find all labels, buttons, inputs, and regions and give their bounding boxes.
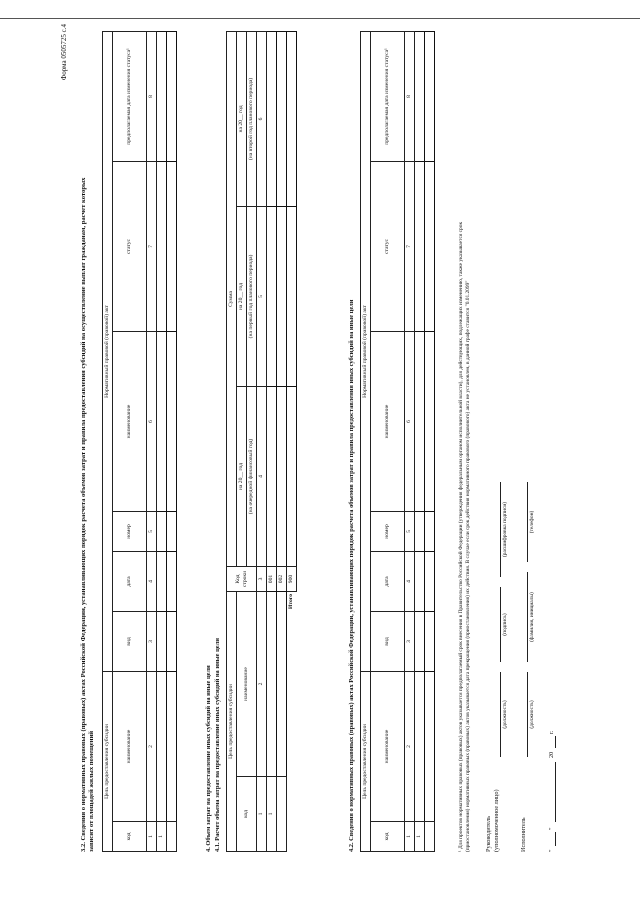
top-rule: [0, 18, 640, 19]
th-goal: Цель предоставления субсидии: [361, 672, 371, 852]
date-month-line[interactable]: [555, 762, 556, 822]
input-cell[interactable]: [267, 207, 277, 387]
input-cell[interactable]: [425, 332, 435, 512]
form-number: Форма 0505725 с.4: [60, 24, 68, 81]
input-cell[interactable]: [157, 162, 167, 332]
input-cell[interactable]: [425, 612, 435, 672]
footnote: ¹ Для проектов нормативных правовых (правовых) актов указывается предполагаемый срок внесения в Правительство Российской Федерации (утверждения федеральным органом исполнительной власти), для действующих, подлежащих изменению, также указывается срок (приостановления) нормативных правовых (правовых) актов указывается дата прекращения (приостановления) их действия. В случае если срок действия нормативного правового (правового) акта не установлен, в данной графе ставится "0.01.2099": [458, 221, 471, 852]
th-sum: Сумма: [227, 31, 237, 566]
input-cell[interactable]: [287, 207, 297, 387]
input-cell[interactable]: [415, 162, 425, 332]
th-goal: Цель предоставления субсидии: [103, 672, 113, 852]
input-cell[interactable]: [167, 612, 177, 672]
th-status: статус: [113, 162, 147, 332]
input-cell[interactable]: [415, 612, 425, 672]
th-name: наименование: [113, 672, 147, 822]
th-act-name: наименование: [113, 332, 147, 512]
col-num: 8: [147, 31, 157, 161]
section-4-2-title: 4.2. Сведения о нормативных правовых (правовых) актах Российской Федерации, устанавливающих порядок расчета объемов затрат и правила предоставления иных субсидий на иные цели: [348, 299, 355, 852]
head-position-line[interactable]: [500, 672, 501, 757]
col-num: 1: [257, 777, 267, 852]
col-num: 6: [405, 332, 415, 512]
date-year-suffix: г.: [548, 730, 555, 734]
date-year-line[interactable]: [555, 736, 556, 748]
th-code: код: [371, 822, 405, 852]
cap-signature: (подпись): [502, 613, 508, 636]
input-cell[interactable]: [157, 332, 167, 512]
exec-position-line[interactable]: [527, 672, 528, 757]
cap-fio: (фамилия, инициалы): [529, 592, 535, 642]
section-4-title: 4. Объем затрат на предоставление иных субсидий на иные цели: [205, 665, 212, 852]
table-3-2: [102, 31, 177, 852]
input-cell[interactable]: [425, 552, 435, 612]
cap-decode: (расшифровка подписи): [502, 501, 508, 558]
row-code: 1: [267, 777, 277, 852]
table-4-2: [360, 31, 435, 852]
input-cell[interactable]: [277, 207, 287, 387]
th-year-2: на 20__ год: [237, 207, 247, 387]
th-type: вид: [113, 612, 147, 672]
input-cell[interactable]: [277, 387, 287, 567]
col-num: 7: [147, 162, 157, 332]
input-cell[interactable]: [267, 592, 277, 777]
row-code: [425, 822, 435, 852]
date-quote-open: ": [548, 849, 555, 852]
cap-phone: (телефон): [529, 510, 535, 534]
th-code: код: [237, 777, 257, 852]
col-num: 7: [405, 162, 415, 332]
input-cell[interactable]: [167, 162, 177, 332]
input-cell[interactable]: [277, 31, 287, 206]
th-row-code: Код строки: [227, 567, 257, 592]
input-cell[interactable]: [287, 31, 297, 206]
input-cell[interactable]: [157, 612, 167, 672]
input-cell[interactable]: [157, 552, 167, 612]
th-goal: Цель предоставления субсидии: [227, 592, 237, 852]
col-num: 3: [147, 612, 157, 672]
input-cell[interactable]: [415, 31, 425, 161]
th-number: номер: [113, 512, 147, 552]
col-num: 1: [405, 822, 415, 852]
head-label-2: (уполномоченное лицо): [493, 789, 500, 852]
input-cell[interactable]: [167, 332, 177, 512]
col-num: 1: [147, 822, 157, 852]
input-cell[interactable]: [425, 162, 435, 332]
th-change-date: предполагаемая дата изменения статуса¹: [371, 31, 405, 161]
input-cell[interactable]: [415, 672, 425, 822]
th-date: дата: [371, 552, 405, 612]
exec-fio-line[interactable]: [527, 572, 528, 662]
exec-phone-line[interactable]: [527, 482, 528, 562]
section-4-1-title: 4.1. Расчет объема затрат на предоставление иных субсидий на иные цели: [214, 638, 221, 852]
col-num: 3: [257, 567, 267, 592]
row-line-code: 001: [267, 567, 277, 592]
input-cell[interactable]: [415, 332, 425, 512]
input-cell[interactable]: [287, 387, 297, 567]
row-line-code: 002: [277, 567, 287, 592]
row-code: [167, 822, 177, 852]
th-change-date: предполагаемая дата изменения статуса¹: [113, 31, 147, 161]
input-cell[interactable]: [277, 592, 287, 777]
col-num: 5: [405, 512, 415, 552]
blank: [287, 777, 297, 852]
col-num: 6: [257, 31, 267, 206]
head-signature-line[interactable]: [500, 587, 501, 662]
itogo-label: Итого: [288, 594, 295, 610]
th-code: код: [113, 822, 147, 852]
input-cell[interactable]: [415, 512, 425, 552]
head-decode-line[interactable]: [500, 482, 501, 577]
input-cell[interactable]: [415, 552, 425, 612]
col-num: 5: [147, 512, 157, 552]
cap-position: (должность): [502, 700, 508, 729]
row-line-code: 900: [287, 567, 297, 592]
col-num: 2: [405, 672, 415, 822]
input-cell[interactable]: [157, 31, 167, 161]
col-num: 6: [147, 332, 157, 512]
col-num: 2: [257, 592, 267, 777]
input-cell[interactable]: [167, 31, 177, 161]
col-num: 8: [405, 31, 415, 161]
input-cell[interactable]: [167, 672, 177, 822]
input-cell[interactable]: [157, 512, 167, 552]
input-cell[interactable]: [157, 672, 167, 822]
input-cell[interactable]: [167, 552, 177, 612]
th-year-1-note: (на очередной финансовый год): [247, 387, 257, 567]
section-3-2-title: 3.2. Сведения о нормативных правовых (правовых) актах Российской Федерации, устанавливающих порядок расчета объемов затрат и правила предоставления субсидий на осуществление выплат гражданам, расчет которых зависит от площадей жилых помещений: [80, 177, 95, 852]
input-cell[interactable]: [425, 672, 435, 822]
th-number: номер: [371, 512, 405, 552]
input-cell[interactable]: [267, 31, 277, 206]
th-act: Нормативный правовой (правовой) акт: [103, 31, 113, 671]
date-year-prefix: 20: [548, 751, 555, 758]
col-num: 5: [257, 207, 267, 387]
th-year-3-note: (на второй год планового периода): [247, 31, 257, 206]
cap-position-2: (должность): [529, 700, 535, 729]
date-quote-close: ": [548, 827, 555, 830]
row-code: 1: [415, 822, 425, 852]
row-code: 1: [157, 822, 167, 852]
th-type: вид: [371, 612, 405, 672]
rotated-form: [60, 24, 640, 852]
th-year-3: на 20__ год: [237, 31, 247, 206]
th-name: наименование: [237, 592, 257, 777]
col-num: 3: [405, 612, 415, 672]
col-num: 4: [257, 387, 267, 567]
executor-label: Исполнитель: [520, 817, 527, 852]
th-act-name: наименование: [371, 332, 405, 512]
th-date: дата: [113, 552, 147, 612]
input-cell[interactable]: [425, 31, 435, 161]
input-cell[interactable]: [267, 387, 277, 567]
col-num: 4: [405, 552, 415, 612]
col-num: 2: [147, 672, 157, 822]
input-cell[interactable]: [167, 512, 177, 552]
col-num: 4: [147, 552, 157, 612]
th-year-2-note: (на первый год планового периода): [247, 207, 257, 387]
row-code: [277, 777, 287, 852]
table-4-1: [226, 31, 297, 852]
th-name: наименование: [371, 672, 405, 822]
th-status: статус: [371, 162, 405, 332]
th-act: Нормативный правовой (правовой) акт: [361, 31, 371, 671]
th-year-1: на 20__ год: [237, 387, 247, 567]
input-cell[interactable]: [425, 512, 435, 552]
head-label: Руководитель: [485, 816, 492, 852]
date-day-line[interactable]: [555, 832, 556, 846]
